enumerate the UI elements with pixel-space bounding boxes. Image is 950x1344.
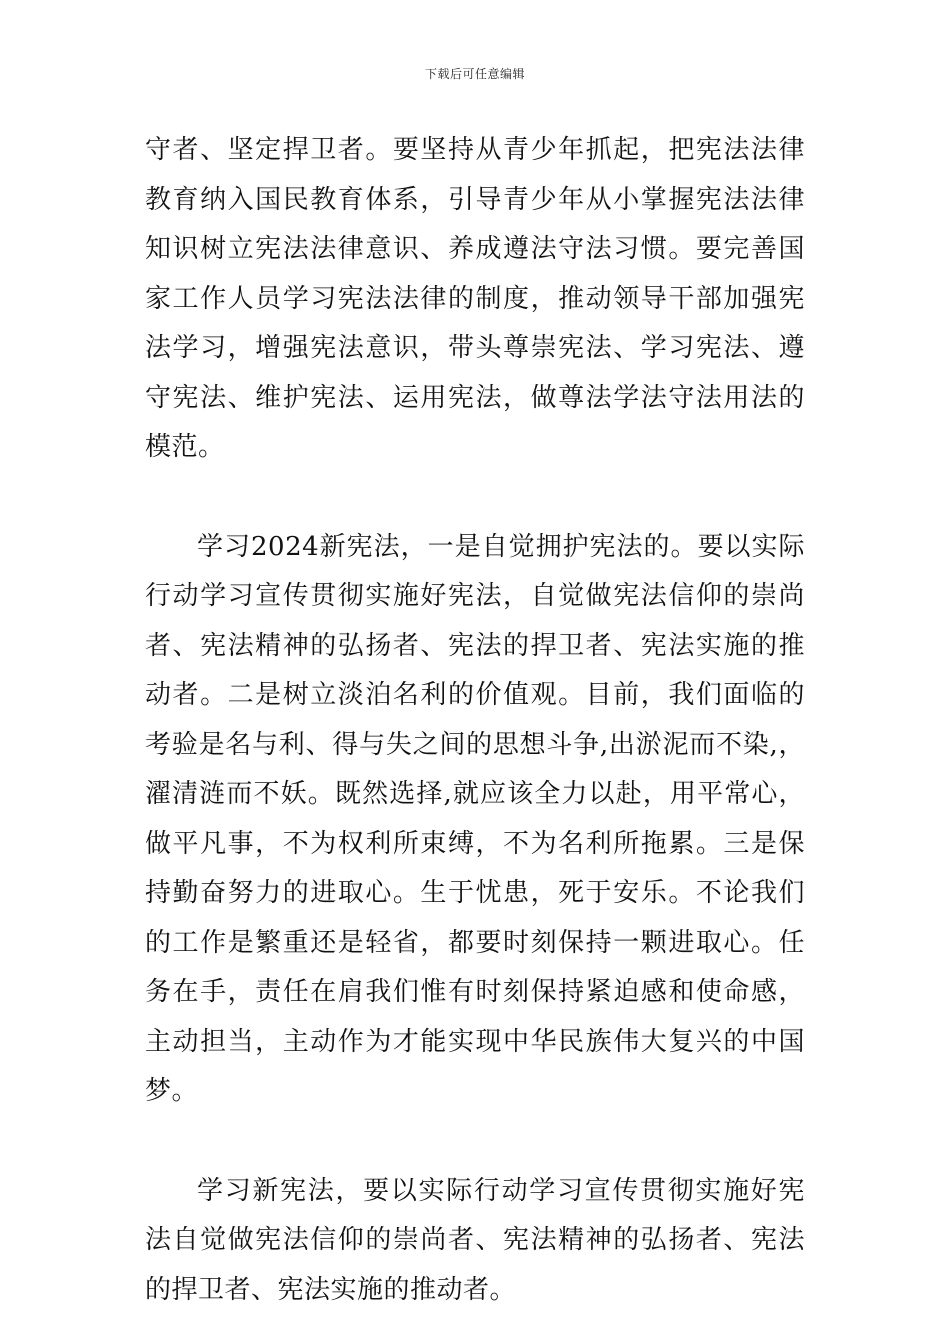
paragraph-2: 学习2024新宪法，一是自觉拥护宪法的。要以实际行动学习宣传贯彻实施好宪法，自觉做宪法信仰的崇尚者、宪法精神的弘扬者、宪法的捍卫者、宪法实施的推动者。二是树立淡泊名利的价值观。目前，我们面临的考验是名与利、得与失之间的思想斗争,出淤泥而不染,，濯清涟而不妖。既然选择,就应该全力以赴，用平常心，做平凡事，不为权利所束缚，不为名利所拖累。三是保持勤奋努力的进取心。生于忧患，死于安乐。不论我们的工作是繁重还是轻省，都要时刻保持一颗进取心。任务在手，责任在肩我们惟有时刻保持紧迫感和使命感，主动担当，主动作为才能实现中华民族伟大复兴的中国梦。: [145, 531, 805, 1106]
document-body: [145, 126, 805, 1315]
paragraph-1: 守者、坚定捍卫者。要坚持从青少年抓起，把宪法法律教育纳入国民教育体系，引导青少年从小掌握宪法法律知识树立宪法法律意识、养成遵法守法习惯。要完善国家工作人员学习宪法法律的制度，推动领导干部加强宪法学习，增强宪法意识，带头尊崇宪法、学习宪法、遵守宪法、维护宪法、运用宪法，做尊法学法守法用法的模范。: [145, 135, 805, 462]
page-header: 下载后可任意编辑: [424, 67, 525, 81]
paragraph-3: 学习新宪法，要以实际行动学习宣传贯彻实施好宪法自觉做宪法信仰的崇尚者、宪法精神的弘扬者、宪法的捍卫者、宪法实施的推动者。: [145, 1175, 805, 1305]
